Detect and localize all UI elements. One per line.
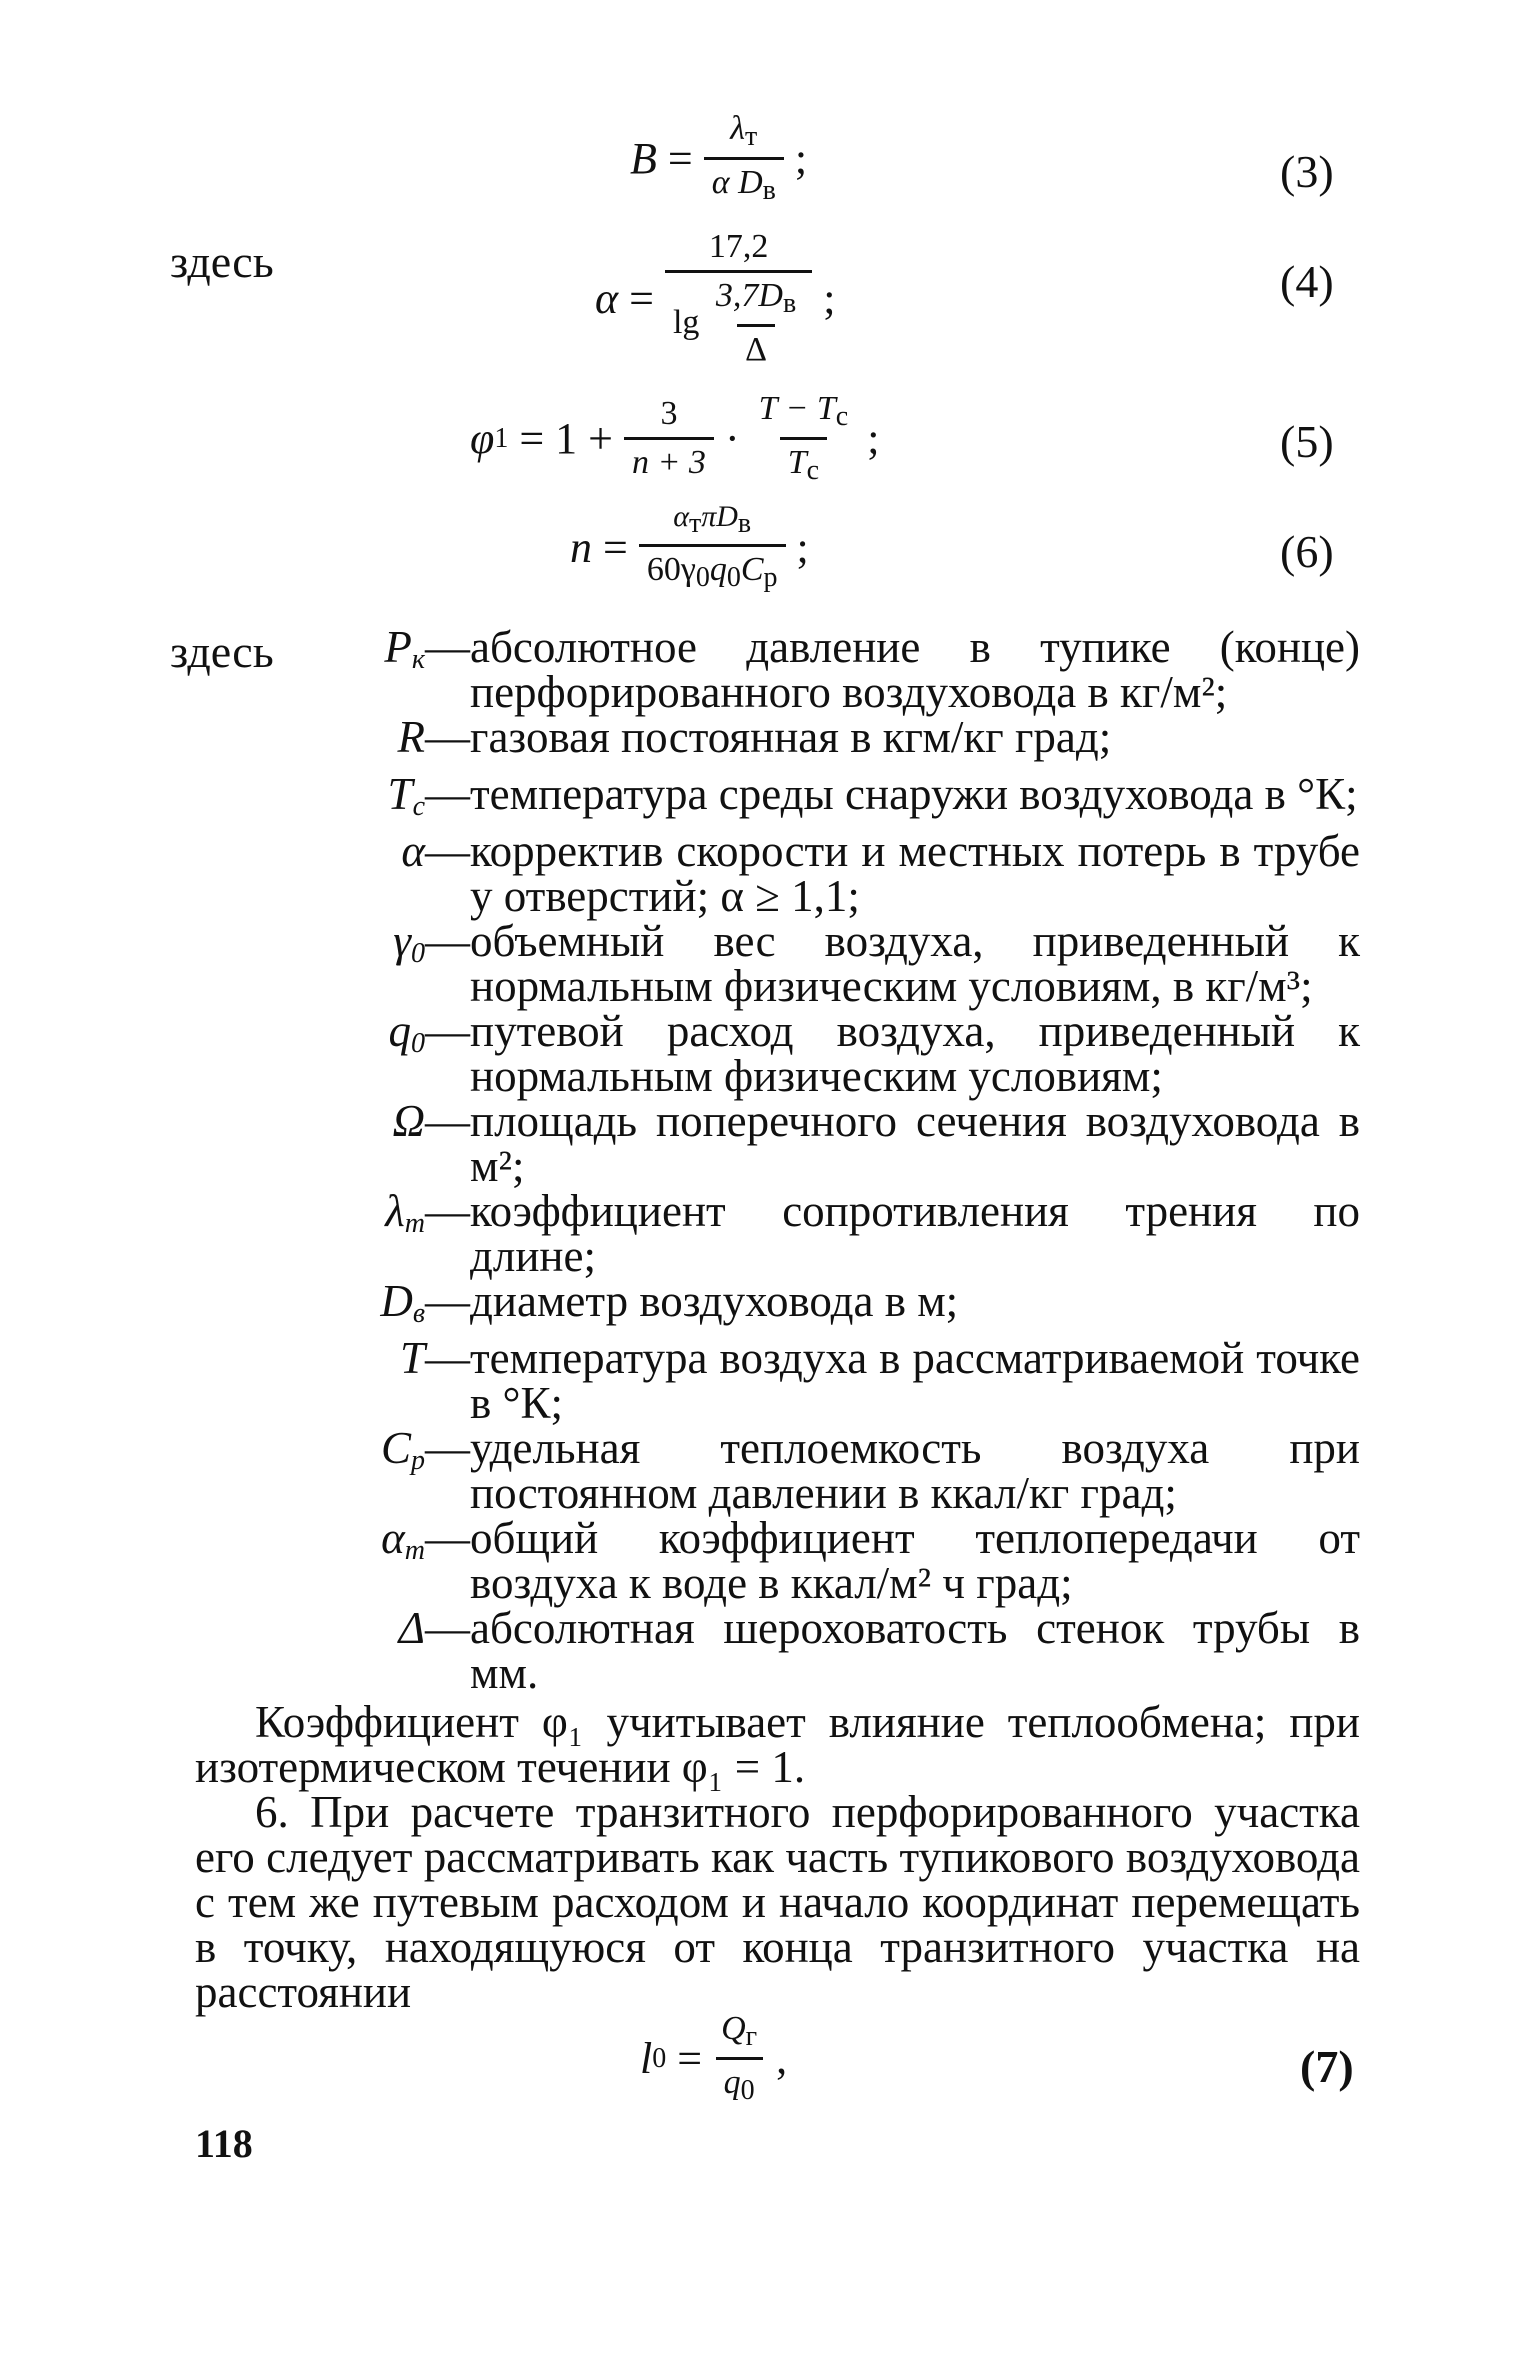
eq4-inner-num-sub: в <box>782 288 797 319</box>
def-item: α — корректив скорости и местных потерь в трубе у отверстий; α ≥ 1,1; <box>401 826 1360 921</box>
eq4-lg: lg <box>672 304 700 341</box>
def-symbol: γ <box>393 916 411 966</box>
def-text: площадь поперечного сечения воздуховода в м²; <box>470 1096 1360 1191</box>
eq6-den: 60γ <box>646 551 696 588</box>
eq5-number: (5) <box>1280 416 1334 467</box>
def-item: $\alpha_т$ — общий коэффициент теплопередачи от воздуха к воде в ккал/м² ч град; <box>381 1513 1360 1608</box>
eq4-inner-den: Δ <box>737 324 775 369</box>
eq3-den: α D <box>711 164 763 201</box>
eq6-num-rest-sub: в <box>737 508 752 539</box>
def-symbol-sub: т <box>404 1535 425 1566</box>
eq6-number: (6) <box>1280 526 1334 577</box>
paragraph-item-6: 6. При расчете транзитного перфорированного участка его следует рассматривать как часть тупикового воздуховода с тем же путевым расходом и начало координат перемещать в точку, находящуюся от конца транзитного участка на расстоянии <box>195 1787 1360 2017</box>
eq4-inner-num: 3,7D <box>715 277 783 314</box>
eq7-lhs: l <box>640 2034 653 2083</box>
def-symbol: P <box>384 622 412 672</box>
def-symbol: D <box>380 1276 413 1326</box>
def-item: R — газовая постоянная в кгм/кг град; <box>320 715 1360 772</box>
eq4-fraction <box>665 228 812 369</box>
eq5-f1-num: 3 <box>660 395 678 432</box>
def-text: коэффициент сопротивления трения по длине; <box>470 1186 1360 1281</box>
eq6-num: α <box>673 500 689 533</box>
def-symbol: T <box>399 1333 425 1383</box>
eq5-f2-num-sub: с <box>835 401 849 432</box>
eq5-f2-den: T <box>787 444 807 481</box>
def-item: $T_с$ — температура среды снаружи воздуховода в °К; <box>320 772 1360 829</box>
eq7-number: (7) <box>1300 2041 1354 2092</box>
def-symbol-sub: т <box>404 1208 425 1239</box>
def-symbol: R <box>397 712 425 762</box>
eq4-tail: ; <box>823 274 836 323</box>
def-symbol: Ω <box>392 1096 425 1146</box>
def-text: диаметр воздуховода в м; <box>470 1276 959 1326</box>
eq5-fraction-1 <box>624 395 714 482</box>
def-item: $C_p$ — удельная теплоемкость воздуха при постоянном давлении в ккал/кг град; <box>380 1423 1360 1518</box>
label-here-2: здесь <box>170 626 274 677</box>
eq3-num: λ <box>730 110 746 147</box>
eq6-num-sub: т <box>688 508 702 539</box>
eq5-fraction-2 <box>751 390 857 487</box>
def-text: путевой расход воздуха, приведенный к нормальным физическим условиям; <box>470 1006 1360 1101</box>
eq4-number: (4) <box>1280 256 1334 307</box>
eq5-f2-den-sub: с <box>806 455 820 486</box>
label-here-1: здесь <box>170 236 274 287</box>
def-text: температура воздуха в рассматриваемой точке в °К; <box>470 1333 1360 1428</box>
eq6-den-q: q <box>709 551 727 588</box>
eq4-num: 17,2 <box>708 228 769 265</box>
equation-7: l 0 = $\frac{Q_г}{q_0}$ , <box>640 2010 788 2106</box>
eq3-lhs: B <box>630 134 657 183</box>
eq7-tail: , <box>776 2034 788 2083</box>
eq6-den-sub: 0 <box>695 562 710 593</box>
definitions-list <box>320 622 1360 1698</box>
def-text: абсолютное давление в тупике (конце) перфорированного воздуховода в кг/м²; <box>470 622 1360 717</box>
eq5-dot: · <box>724 414 740 463</box>
def-item: T — температура воздуха в рассматриваемой точке в °К; <box>399 1333 1360 1428</box>
def-symbol: Δ <box>398 1603 425 1653</box>
page-number: 118 <box>195 2121 253 2166</box>
def-symbol: α <box>381 1513 405 1563</box>
def-symbol: λ <box>385 1186 405 1236</box>
def-item: $\lambda_т$ — коэффициент сопротивления трения по длине; <box>385 1186 1360 1281</box>
def-text: температура среды снаружи воздуховода в °К; <box>470 769 1358 819</box>
eq5-lhs: φ <box>470 414 495 463</box>
eq5-tail: ; <box>867 414 880 463</box>
eq7-num: Q <box>721 2010 746 2047</box>
eq6-den-q-sub: 0 <box>726 562 741 593</box>
eq7-den: q <box>723 2064 741 2101</box>
eq7-fraction <box>713 2010 765 2107</box>
eq3-fraction <box>704 110 784 207</box>
eq6-fraction <box>639 500 786 594</box>
equation-3: B = $\frac{\lambda_т}{\alpha D_в}$ ; <box>630 110 808 206</box>
def-item: $q_0$ — путевой расход воздуха, приведенный к нормальным физическим условиям; <box>388 1006 1360 1101</box>
eq5-lhs-sub: 1 <box>494 422 509 454</box>
eq4-lhs: α <box>595 274 619 323</box>
def-text: абсолютная шероховатость стенок трубы в мм. <box>470 1603 1360 1698</box>
eq7-num-sub: г <box>745 2021 758 2052</box>
def-symbol-sub: 0 <box>411 938 425 969</box>
eq3-tail: ; <box>794 134 808 183</box>
eq7-lhs-sub: 0 <box>652 2042 667 2074</box>
def-symbol: α <box>401 826 425 876</box>
eq6-tail: ; <box>796 522 809 572</box>
def-symbol-sub: с <box>412 791 425 822</box>
eq3-den-sub: в <box>762 175 776 206</box>
eq5-rhs-start: = 1 + <box>519 414 613 463</box>
eq5-f2-num: T − T <box>758 390 836 427</box>
eq3-number: (3) <box>1280 146 1334 197</box>
def-item: $\gamma_0$ — объемный вес воздуха, приведенный к нормальным физическим условиям, в кг/м³; <box>393 916 1360 1011</box>
eq6-num-rest: πD <box>701 500 738 533</box>
def-item: $D_в$ — диаметр воздуховода в м; <box>320 1279 1360 1336</box>
def-text: общий коэффициент теплопередачи от воздуха к воде в ккал/м² ч град; <box>470 1513 1360 1608</box>
def-symbol-sub: p <box>411 1445 425 1476</box>
def-symbol: C <box>380 1423 411 1473</box>
equation-4: α = 17,2 lg $\frac{3,7D_в}{\Delta}$ ; <box>595 228 836 368</box>
def-item: $P_к$ — абсолютное давление в тупике (конце) перфорированного воздуховода в кг/м²; <box>384 622 1360 717</box>
equation-5 <box>470 390 879 487</box>
def-text: газовая постоянная в кгм/кг град; <box>470 712 1112 762</box>
def-text: корректив скорости и местных потерь в трубе у отверстий; α ≥ 1,1; <box>470 826 1360 921</box>
eq5-f1-den: n + 3 <box>631 444 706 481</box>
def-text: объемный вес воздуха, приведенный к нормальным физическим условиям, в кг/м³; <box>470 916 1360 1011</box>
eq6-den-c: C <box>740 551 764 588</box>
def-symbol: q <box>388 1006 411 1056</box>
def-text: удельная теплоемкость воздуха при постоянном давлении в ккал/кг град; <box>470 1423 1360 1518</box>
def-symbol-sub: 0 <box>411 1028 425 1059</box>
def-item: Δ — абсолютная шероховатость стенок трубы в мм. <box>398 1603 1360 1698</box>
def-symbol-sub: в <box>412 1298 425 1329</box>
def-symbol-sub: к <box>411 644 425 675</box>
eq7-den-sub: 0 <box>740 2075 755 2106</box>
eq6-den-c-sub: p <box>763 562 778 593</box>
equation-6: n = $\frac{\text{αтπDв}}{60\gamma_0q_0C_p}$ ; <box>570 500 809 593</box>
eq6-lhs: n <box>570 522 592 572</box>
def-symbol: T <box>387 769 413 819</box>
paragraph-coefficient: Коэффициент φ₁ учитывает влияние теплообмена; при изотермическом течении φ₁ = 1. <box>195 1697 1360 1792</box>
def-item: Ω — площадь поперечного сечения воздуховода в м²; <box>392 1096 1360 1191</box>
eq3-num-sub: т <box>745 121 758 152</box>
